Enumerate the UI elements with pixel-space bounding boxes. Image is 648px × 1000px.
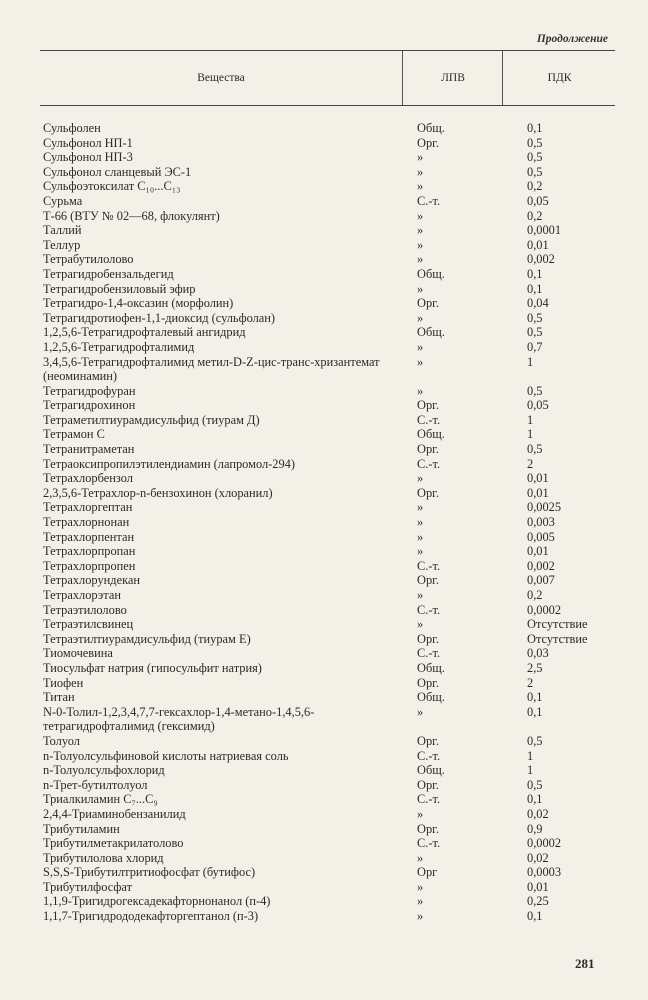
table-row (43, 384, 623, 399)
lpv-value: Общ. (417, 690, 445, 705)
pdk-value: 0,7 (527, 339, 543, 354)
table-row (43, 442, 623, 457)
substance-name: Сульфонол НП-1 (43, 135, 133, 150)
table-row (43, 515, 623, 530)
pdk-value: 0,1 (527, 792, 543, 807)
table-row (43, 486, 623, 501)
table-row (43, 340, 623, 355)
substance-name: Сульфоэтоксилат C₁₀...C₁₃ (43, 179, 181, 194)
substance-name: Тетрагидробензиловый эфир (43, 281, 196, 296)
lpv-value: » (417, 354, 424, 369)
substance-name: Тетранитраметан (43, 442, 135, 457)
table-body (43, 121, 623, 924)
lpv-value: Орг. (417, 573, 439, 588)
lpv-value: » (417, 471, 424, 486)
lpv-value: » (417, 208, 424, 223)
pdk-value: 0,5 (527, 150, 543, 165)
lpv-value: С.-т. (417, 412, 441, 427)
substance-name: Тетрамон С (43, 427, 105, 442)
pdk-value: 0,04 (527, 296, 549, 311)
pdk-value: Отсутствие (527, 631, 588, 646)
table-row (43, 311, 623, 326)
pdk-value: 0,1 (527, 704, 543, 719)
substance-name: Сурьма (43, 193, 83, 208)
substance-name: Тиомочевина (43, 646, 113, 661)
substance-name: Тетрахлорбензол (43, 471, 133, 486)
table-row (43, 690, 623, 705)
lpv-value: Орг. (417, 821, 439, 836)
table-row (43, 573, 623, 588)
table-row (43, 136, 623, 151)
lpv-value: » (417, 237, 424, 252)
substance-name: Сульфонол сланцевый ЭС-1 (43, 164, 192, 179)
pdk-value: Отсутствие (527, 617, 588, 632)
table-row (43, 398, 623, 413)
pdk-value: 0,5 (527, 135, 543, 150)
table-row (43, 559, 623, 574)
lpv-value: » (417, 383, 424, 398)
substance-name: n-Толуолсульфиновой кислоты натриевая соль (43, 748, 289, 763)
lpv-value: » (417, 310, 424, 325)
table-row (43, 209, 623, 224)
lpv-value: Орг. (417, 442, 439, 457)
lpv-value: » (417, 515, 424, 530)
substance-name: Т-66 (ВТУ № 02—68, флокулянт) (43, 208, 220, 223)
table-row (43, 851, 623, 866)
pdk-value: 0,01 (527, 544, 549, 559)
lpv-value: С.-т. (417, 193, 441, 208)
table-row (43, 544, 623, 559)
table-row (43, 865, 623, 880)
lpv-value: » (417, 164, 424, 179)
lpv-value: Орг. (417, 777, 439, 792)
pdk-value: 0,003 (527, 515, 555, 530)
table-row (43, 471, 623, 486)
header-lpv: ЛПВ (402, 51, 503, 105)
lpv-value: Орг. (417, 631, 439, 646)
table-row (43, 165, 623, 180)
lpv-value: Орг. (417, 675, 439, 690)
pdk-value: 0,007 (527, 573, 555, 588)
substance-name: Тетрагидрофуран (43, 383, 136, 398)
substance-name: Трибутиламин (43, 821, 120, 836)
pdk-value: 0,5 (527, 777, 543, 792)
substance-name: Трибутилфосфат (43, 879, 132, 894)
lpv-value: С.-т. (417, 646, 441, 661)
table-row (43, 632, 623, 647)
substance-name: Тетраэтилтиурамдисульфид (тиурам Е) (43, 631, 251, 646)
lpv-value: » (417, 544, 424, 559)
lpv-value: » (417, 806, 424, 821)
substance-name: Тетрахлорпропан (43, 544, 136, 559)
lpv-value: » (417, 894, 424, 909)
pdk-value: 1 (527, 354, 534, 369)
lpv-value: » (417, 588, 424, 602)
pdk-value: 0,05 (527, 193, 549, 208)
lpv-value: Орг. (417, 135, 439, 150)
table-row (43, 588, 623, 603)
table-row (43, 500, 623, 515)
pdk-value: 1 (527, 412, 534, 427)
substance-name: Тетрагидрохинон (43, 398, 136, 413)
pdk-value: 1 (527, 763, 534, 778)
pdk-value: 2 (527, 456, 534, 471)
lpv-value: » (417, 223, 424, 238)
pdk-value: 0,02 (527, 850, 549, 865)
table-row (43, 836, 623, 851)
lpv-value: » (417, 704, 424, 719)
lpv-value: Общ. (417, 121, 445, 135)
table-row (43, 325, 623, 340)
table-row (43, 530, 623, 545)
lpv-value: Общ. (417, 660, 445, 675)
lpv-value: » (417, 179, 424, 194)
substance-name: Тетрагидро-1,4-оксазин (морфолин) (43, 296, 234, 311)
table-row (43, 646, 623, 661)
substance-name: Тетрагидротиофен-1,1-диоксид (сульфолан) (43, 310, 276, 325)
lpv-value: » (417, 281, 424, 296)
substance-name: Тиофен (43, 675, 84, 690)
table-row (43, 807, 623, 822)
pdk-value: 0,1 (527, 690, 543, 705)
substance-name: 2,4,4-Триаминобензанилид (43, 806, 186, 821)
pdk-value: 0,1 (527, 909, 543, 924)
pdk-value: 0,02 (527, 806, 549, 821)
pdk-value: 0,1 (527, 266, 543, 281)
substance-name: Тиосульфат натрия (гипосульфит натрия) (43, 660, 262, 675)
lpv-value: Орг. (417, 733, 439, 748)
table-row (43, 734, 623, 749)
pdk-value: 0,9 (527, 821, 543, 836)
table-row (43, 150, 623, 165)
pdk-value: 0,5 (527, 383, 543, 398)
lpv-value: С.-т. (417, 602, 441, 617)
pdk-value: 0,0002 (527, 602, 562, 617)
pdk-value: 0,5 (527, 442, 543, 457)
pdk-value: 0,002 (527, 558, 555, 573)
substance-name: Трибутилолова хлорид (43, 850, 164, 865)
substance-name: Триалкиламин C₇...C₉ (43, 792, 158, 807)
substance-name: 3,4,5,6-Тетрагидрофталимид метил-D-Z-цис-транс-хризантемат (неоминамин) (43, 354, 380, 384)
lpv-value: » (417, 529, 424, 544)
table-row (43, 179, 623, 194)
substance-name: Тетрахлорундекан (43, 573, 141, 588)
lpv-value: С.-т. (417, 456, 441, 471)
lpv-value: С.-т. (417, 836, 441, 851)
lpv-value: » (417, 252, 424, 267)
lpv-value: Орг. (417, 485, 439, 500)
table-row (43, 880, 623, 895)
substance-name: Трибутилметакрилатолово (43, 836, 184, 851)
substance-name: Титан (43, 690, 75, 705)
pdk-value: 0,01 (527, 471, 549, 486)
table-row (43, 705, 623, 734)
substance-name: Тетрахлорпропен (43, 558, 136, 573)
table-row (43, 427, 623, 442)
table-row (43, 894, 623, 909)
table-row (43, 282, 623, 297)
lpv-value: Общ. (417, 763, 445, 778)
table-row (43, 676, 623, 691)
lpv-value: С.-т. (417, 792, 441, 807)
lpv-value: Общ. (417, 427, 445, 442)
pdk-value: 0,0025 (527, 500, 562, 515)
substance-name: 1,2,5,6-Тетрагидрофталевый ангидрид (43, 325, 246, 340)
table-row (43, 238, 623, 253)
table-row (43, 121, 623, 136)
pdk-value: 0,05 (527, 398, 549, 413)
substance-name: Тетраэтилолово (43, 602, 127, 617)
pdk-value: 0,5 (527, 733, 543, 748)
pdk-value: 2,5 (527, 660, 543, 675)
header-pdk: ПДК (502, 51, 616, 105)
pdk-value: 0,25 (527, 894, 549, 909)
lpv-value: » (417, 909, 424, 924)
pdk-value: 1 (527, 427, 534, 442)
substance-name: Тетраоксипропилэтилендиамин (лапромол-294) (43, 456, 295, 471)
table-row (43, 617, 623, 632)
pdk-value: 0,2 (527, 208, 543, 223)
substance-name: Сульфонол НП-3 (43, 150, 133, 165)
table-row (43, 661, 623, 676)
substance-name: n-Толуолсульфохлорид (43, 763, 165, 778)
table-header (40, 50, 615, 106)
lpv-value: Орг (417, 865, 438, 880)
pdk-value: 2 (527, 675, 534, 690)
pdk-value: 0,1 (527, 281, 543, 296)
substance-name: 2,3,5,6-Тетрахлор-n-бензохинон (хлоранил) (43, 485, 273, 500)
lpv-value: » (417, 850, 424, 865)
header-substance: Вещества (197, 72, 245, 84)
substance-name: Тетрахлорпентан (43, 529, 135, 544)
substance-name: 1,2,5,6-Тетрагидрофталимид (43, 339, 195, 354)
substance-name: Таллий (43, 223, 82, 238)
table-row (43, 223, 623, 238)
table-row (43, 413, 623, 428)
table-row (43, 822, 623, 837)
pdk-value: 0,005 (527, 529, 555, 544)
lpv-value: » (417, 339, 424, 354)
table-row (43, 457, 623, 472)
substance-name: 1,1,9-Тригидрогексадекафторнонанол (п-4) (43, 894, 271, 909)
lpv-value: » (417, 617, 424, 632)
table-row (43, 355, 623, 384)
pdk-value: 0,2 (527, 588, 543, 602)
substance-name: Тетрахлоргептан (43, 500, 133, 515)
table-row (43, 603, 623, 618)
substance-name: Сульфолен (43, 121, 101, 135)
pdk-value: 0,01 (527, 237, 549, 252)
pdk-value: 0,03 (527, 646, 549, 661)
table-row (43, 749, 623, 764)
lpv-value: С.-т. (417, 748, 441, 763)
lpv-value: » (417, 150, 424, 165)
table-row (43, 194, 623, 209)
lpv-value: » (417, 500, 424, 515)
substance-name: Тетрагидробензальдегид (43, 266, 174, 281)
table-row (43, 252, 623, 267)
lpv-value: Общ. (417, 266, 445, 281)
lpv-value: Общ. (417, 325, 445, 340)
substance-name: 1,1,7-Тригидрододекафторгептанол (п-3) (43, 909, 259, 924)
lpv-value: С.-т. (417, 558, 441, 573)
pdk-value: 0,2 (527, 179, 543, 194)
page-number: 281 (575, 956, 595, 971)
pdk-value: 0,0003 (527, 865, 562, 880)
table-row (43, 296, 623, 311)
substance-name: S,S,S-Трибутилтритиофосфат (бутифос) (43, 865, 256, 880)
table-row (43, 763, 623, 778)
pdk-value: 0,5 (527, 325, 543, 340)
table-row (43, 792, 623, 807)
substance-name: N-0-Толил-1,2,3,4,7,7-гексахлор-1,4-метано-1,4,5,6-тетрагидрофталимид (гексимид) (43, 704, 315, 734)
pdk-value: 0,5 (527, 164, 543, 179)
pdk-value: 1 (527, 748, 534, 763)
substance-name: Тетрабутилолово (43, 252, 134, 267)
lpv-value: » (417, 879, 424, 894)
substance-name: n-Трет-бутилтолуол (43, 777, 148, 792)
pdk-value: 0,01 (527, 879, 549, 894)
pdk-value: 0,002 (527, 252, 555, 267)
substance-name: Тетраэтилсвинец (43, 617, 134, 632)
table-row (43, 909, 623, 924)
substance-name: Тетрахлорнонан (43, 515, 130, 530)
pdk-value: 0,1 (527, 121, 543, 135)
table-row (43, 778, 623, 793)
substance-name: Теллур (43, 237, 81, 252)
pdk-value: 0,0002 (527, 836, 562, 851)
substance-name: Толуол (43, 733, 80, 748)
substance-name: Тетраметилтиурамдисульфид (тиурам Д) (43, 412, 260, 427)
substance-name: Тетрахлорэтан (43, 588, 121, 602)
continuation-label: Продолжение (536, 33, 608, 45)
lpv-value: Орг. (417, 296, 439, 311)
table-row (43, 267, 623, 282)
lpv-value: Орг. (417, 398, 439, 413)
pdk-value: 0,0001 (527, 223, 562, 238)
pdk-value: 0,5 (527, 310, 543, 325)
pdk-value: 0,01 (527, 485, 549, 500)
